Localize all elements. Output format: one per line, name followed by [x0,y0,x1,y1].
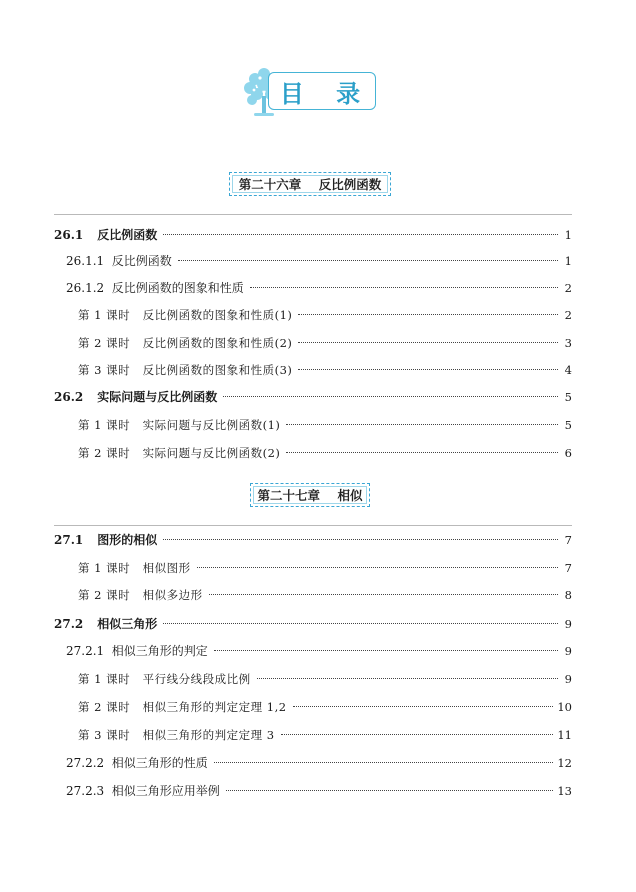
dot-leader [281,734,554,735]
section-number: 27.2 [54,617,84,631]
toc-entry-label: 26.1.2 反比例函数的图象和性质 [66,281,244,295]
dot-leader [257,678,558,679]
toc-entry-label: 第 1 课时 平行线分线段成比例 [78,672,251,686]
divider [54,525,572,526]
page-number: 5 [564,418,572,432]
toc-entry-label [54,226,157,244]
toc-entry[interactable] [78,559,572,577]
page-number: 1 [564,228,572,242]
chapter-heading: 第二十七章 相似 [250,483,370,507]
dot-leader [286,424,558,425]
toc-entry[interactable] [66,279,572,297]
toc-entry[interactable] [66,642,572,660]
divider [54,214,572,215]
toc-entry-label: 27.2.2 相似三角形的性质 [66,756,208,770]
section-title: 反比例函数 [97,228,158,242]
dot-leader [250,287,558,288]
toc-entry[interactable] [78,670,572,688]
page-number: 9 [564,672,572,686]
toc-entry[interactable] [78,306,572,324]
toc-entry-label: 26.1.1 反比例函数 [66,254,172,268]
toc-entry[interactable] [78,726,572,744]
dot-leader [163,234,558,235]
toc-entry[interactable] [78,586,572,604]
section-number: 26.2 [54,390,84,404]
toc-entry-label: 第 1 课时 实际问题与反比例函数(1) [78,418,281,432]
section-number: 27.1 [54,533,84,547]
dot-leader [223,396,558,397]
dot-leader [214,762,554,763]
toc-entry[interactable] [66,782,572,800]
section-title: 相似三角形 [97,617,158,631]
toc-title-badge [240,66,380,114]
toc-entry[interactable] [78,334,572,352]
toc-entry-label: 27.2.1 相似三角形的判定 [66,644,208,658]
page-number: 2 [564,281,572,295]
dot-leader [298,369,558,370]
page-number: 5 [564,390,572,404]
toc-entry-label: 27.2.3 相似三角形应用举例 [66,784,220,798]
toc-entry[interactable] [78,444,572,462]
page-number: 4 [564,363,572,377]
page-number: 12 [557,756,572,770]
page-number: 7 [564,561,572,575]
dot-leader [298,314,558,315]
page-number: 3 [564,336,572,350]
toc-entry-label: 第 3 课时 反比例函数的图象和性质(3) [78,363,293,377]
page-title: 目 录 [268,72,376,110]
dot-leader [209,594,558,595]
toc-entry-label: 第 2 课时 实际问题与反比例函数(2) [78,446,281,460]
page-number: 11 [557,728,572,742]
toc-entry[interactable] [54,615,572,633]
page-number: 2 [564,308,572,322]
dot-leader [163,623,558,624]
toc-entry-label: 第 3 课时 相似三角形的判定定理 3 [78,728,275,742]
toc-entry[interactable] [54,531,572,549]
toc-entry[interactable] [66,754,572,772]
dot-leader [293,706,554,707]
toc-entry[interactable] [54,388,572,406]
dot-leader [226,790,554,791]
page-number: 6 [564,446,572,460]
page-number: 9 [564,617,572,631]
section-title: 实际问题与反比例函数 [97,390,218,404]
dot-leader [286,452,558,453]
toc-entry[interactable] [54,226,572,244]
page-number: 9 [564,644,572,658]
chapter-heading: 第二十六章 反比例函数 [229,172,391,196]
dot-leader [163,539,558,540]
page-number: 8 [564,588,572,602]
toc-entry-label: 第 1 课时 相似图形 [78,561,191,575]
toc-entry[interactable] [78,416,572,434]
toc-entry-label: 第 2 课时 相似多边形 [78,588,203,602]
dot-leader [197,567,558,568]
toc-entry-label [54,531,157,549]
page-number: 1 [564,254,572,268]
toc-entry-label [54,615,157,633]
dot-leader [214,650,558,651]
section-title: 图形的相似 [97,533,158,547]
dot-leader [298,342,558,343]
toc-entry[interactable] [78,361,572,379]
toc-entry-label: 第 1 课时 反比例函数的图象和性质(1) [78,308,293,322]
page-number: 10 [557,700,572,714]
page-number: 7 [564,533,572,547]
toc-entry[interactable] [78,698,572,716]
toc-entry-label [54,388,217,406]
page-number: 13 [557,784,572,798]
dot-leader [178,260,558,261]
section-number: 26.1 [54,228,84,242]
toc-entry[interactable] [66,252,572,270]
toc-entry-label: 第 2 课时 相似三角形的判定定理 1,2 [78,700,287,714]
toc-entry-label: 第 2 课时 反比例函数的图象和性质(2) [78,336,293,350]
